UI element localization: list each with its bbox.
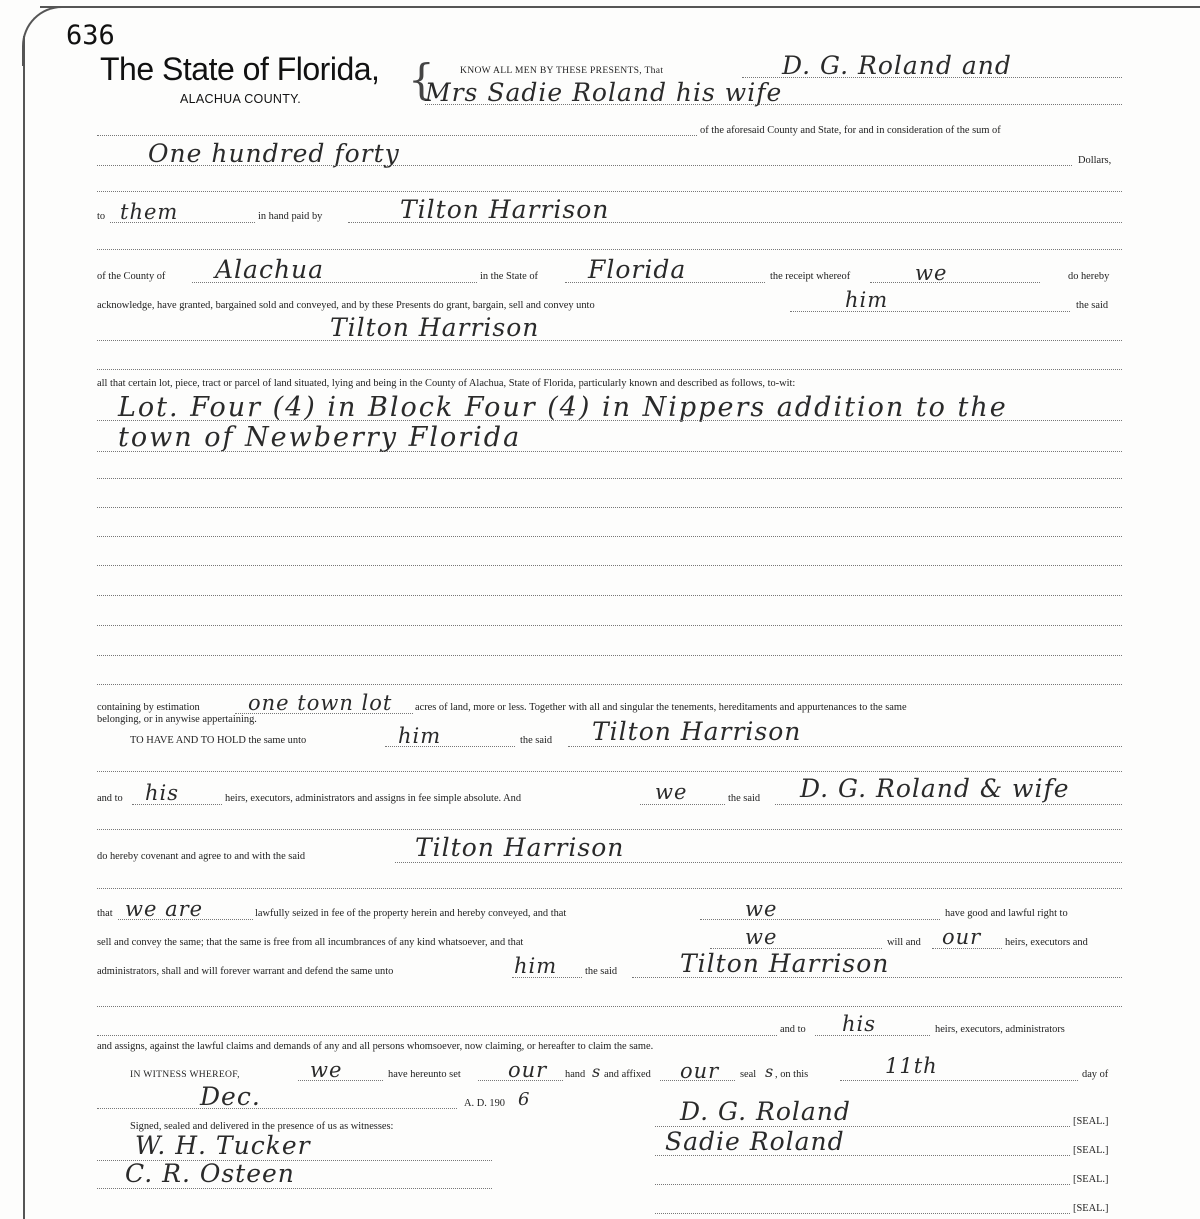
dotted-line [97, 1006, 1122, 1007]
grantor-name-1: D. G. Roland and [782, 51, 1012, 80]
grantee-name: Tilton Harrison [680, 949, 890, 978]
witness-our: our [508, 1058, 548, 1082]
county-label: ALACHUA COUNTY. [180, 92, 301, 106]
dotted-line [775, 804, 1122, 805]
dotted-line [97, 135, 697, 136]
page-border-corner [22, 6, 62, 66]
of-county-label: of the County of [97, 271, 166, 282]
sell-we: we [745, 925, 778, 949]
receipt-label: the receipt whereof [770, 271, 851, 282]
dotted-line [97, 888, 1122, 889]
day-of-label: day of [1082, 1069, 1109, 1080]
dotted-line [97, 249, 1122, 250]
ad-label: A. D. 190 [464, 1098, 505, 1109]
heirs-his: his [145, 781, 180, 805]
dotted-line [97, 655, 1122, 656]
witness-we: we [310, 1058, 343, 1082]
aforesaid-text: of the aforesaid County and State, for and in consideration of the sum of [700, 125, 1001, 136]
in-state-label: in the State of [480, 271, 539, 282]
dotted-line [97, 478, 1122, 479]
will-and-label: will and [887, 937, 921, 948]
to-label: to [97, 211, 106, 222]
state-title: The State of Florida, [100, 51, 380, 87]
dotted-line [568, 746, 1122, 747]
day-number: 11th [885, 1054, 938, 1078]
description-line-1: Lot. Four (4) in Block Four (4) in Nippers addition to the [118, 392, 1008, 423]
sell-text: sell and convey the same; that the same is free from all incumbrances of any kind whatsoever, and that [97, 937, 524, 948]
dotted-line [840, 1080, 1078, 1081]
habendum-unto: him [398, 724, 442, 748]
affixed-label: and affixed [604, 1069, 651, 1080]
state-name: Florida [588, 255, 687, 284]
estimation-acres: one town lot [248, 691, 393, 715]
page-number: 636 [66, 20, 115, 51]
acknowledge-text: acknowledge, have granted, bargained sold and conveyed, and by these Presents do grant, bargain, sell and convey unto [97, 300, 595, 311]
seized-we-are: we are [125, 897, 204, 921]
dotted-line [97, 625, 1122, 626]
hand-s: s [592, 1062, 602, 1081]
dotted-line [97, 595, 1122, 596]
sell-our: our [942, 925, 982, 949]
grantee-name: Tilton Harrison [415, 833, 625, 862]
heirs-text: heirs, executors, administrators and assigns in fee simple absolute. And [225, 793, 522, 804]
witness-1-signature: W. H. Tucker [135, 1131, 311, 1160]
heirs-executors-label: heirs, executors and [1005, 937, 1088, 948]
page-border-top [40, 6, 1200, 8]
appertaining-text: belonging, or in anywise appertaining. [97, 714, 257, 725]
seal-s: s [765, 1062, 775, 1081]
unto-him: him [845, 288, 889, 312]
month-name: Dec. [200, 1082, 261, 1111]
heirs-text: heirs, executors, administrators [935, 1024, 1065, 1035]
the-said-label: the said [728, 793, 761, 804]
witness-2-signature: C. R. Osteen [125, 1159, 295, 1188]
dotted-line [97, 565, 1122, 566]
seal-label-2: [SEAL.] [1073, 1145, 1109, 1156]
estimation-text: acres of land, more or less. Together with all and singular the tenements, hereditaments and appurtenances to the same [415, 702, 907, 713]
grantee-name: Tilton Harrison [592, 717, 802, 746]
and-to-label: and to [97, 793, 123, 804]
dotted-line [97, 771, 1122, 772]
seal-label-1: [SEAL.] [1073, 1116, 1109, 1127]
dotted-line [870, 282, 1040, 283]
consideration-amount: One hundred forty [148, 139, 400, 168]
seal-label: seal [740, 1069, 757, 1080]
grantor-name-2: Mrs Sadie Roland his wife [425, 78, 783, 107]
signed-statement: Signed, sealed and delivered in the presence of us as witnesses: [130, 1121, 394, 1132]
dotted-line [655, 1184, 1070, 1185]
county-name: Alachua [215, 255, 325, 284]
dotted-line [97, 536, 1122, 537]
dotted-line [97, 451, 1122, 452]
dotted-line [97, 165, 1072, 166]
on-this-label: , on this [775, 1069, 809, 1080]
know-all-text: KNOW ALL MEN BY THESE PRESENTS, That [460, 65, 664, 76]
dotted-line [700, 919, 940, 920]
seal-label-4: [SEAL.] [1073, 1203, 1109, 1214]
dotted-line [97, 340, 1122, 341]
seal-label-3: [SEAL.] [1073, 1174, 1109, 1185]
the-said-label: the said [585, 966, 618, 977]
page-border-left [23, 36, 25, 1219]
dotted-line [655, 1213, 1070, 1214]
admins-text: administrators, shall and will forever warrant and defend the same unto [97, 966, 394, 977]
dotted-line [97, 420, 1122, 421]
the-said-label: the said [520, 735, 553, 746]
signature-2: Sadie Roland [665, 1127, 845, 1156]
do-hereby-label: do hereby [1068, 271, 1110, 282]
signature-1: D. G. Roland [680, 1097, 851, 1126]
and-to-his: his [842, 1012, 877, 1036]
dotted-line [97, 1108, 457, 1109]
dotted-line [790, 311, 1070, 312]
dotted-line [97, 369, 1122, 370]
dollars-label: Dollars, [1078, 155, 1112, 166]
in-hand-paid-label: in hand paid by [258, 211, 323, 222]
estimation-label: containing by estimation [97, 702, 200, 713]
dotted-line [97, 507, 1122, 508]
in-witness-label: IN WITNESS WHEREOF, [130, 1069, 240, 1080]
to-have-text: TO HAVE AND TO HOLD the same unto [130, 735, 307, 746]
and-to-label: and to [780, 1024, 806, 1035]
the-said-label: the said [1076, 300, 1109, 311]
receipt-we: we [915, 261, 948, 285]
grantee-name: Tilton Harrison [400, 195, 610, 224]
heirs-we: we [655, 780, 688, 804]
dotted-line [97, 1035, 777, 1036]
covenant-text: do hereby covenant and agree to and with the said [97, 851, 306, 862]
brace-mark: { [408, 55, 435, 104]
grantor-name: D. G. Roland & wife [800, 774, 1070, 803]
admins-him: him [514, 954, 558, 978]
dotted-line [97, 191, 1122, 192]
have-good-text: have good and lawful right to [945, 908, 1068, 919]
paid-to: them [120, 200, 179, 224]
description-intro: all that certain lot, piece, tract or parcel of land situated, lying and being in the County of Alachua, State of Florida, particularly known and described as follows, to-wit: [97, 378, 796, 389]
witness-our-2: our [680, 1059, 720, 1083]
have-set-label: have hereunto set [388, 1069, 461, 1080]
seized-text: lawfully seized in fee of the property herein and hereby conveyed, and that [255, 908, 567, 919]
dotted-line [97, 1188, 492, 1189]
hand-label: hand [565, 1069, 586, 1080]
description-line-2: town of Newberry Florida [118, 422, 522, 453]
seized-we: we [745, 897, 778, 921]
year-digit: 6 [518, 1089, 531, 1110]
dotted-line [97, 684, 1122, 685]
dotted-line [395, 862, 1122, 863]
assigns-text: and assigns, against the lawful claims and demands of any and all persons whomsoever, now claiming, or hereafter to claim the same. [97, 1041, 654, 1052]
grantee-name: Tilton Harrison [330, 313, 540, 342]
that-label: that [97, 908, 113, 919]
dotted-line [97, 829, 1122, 830]
